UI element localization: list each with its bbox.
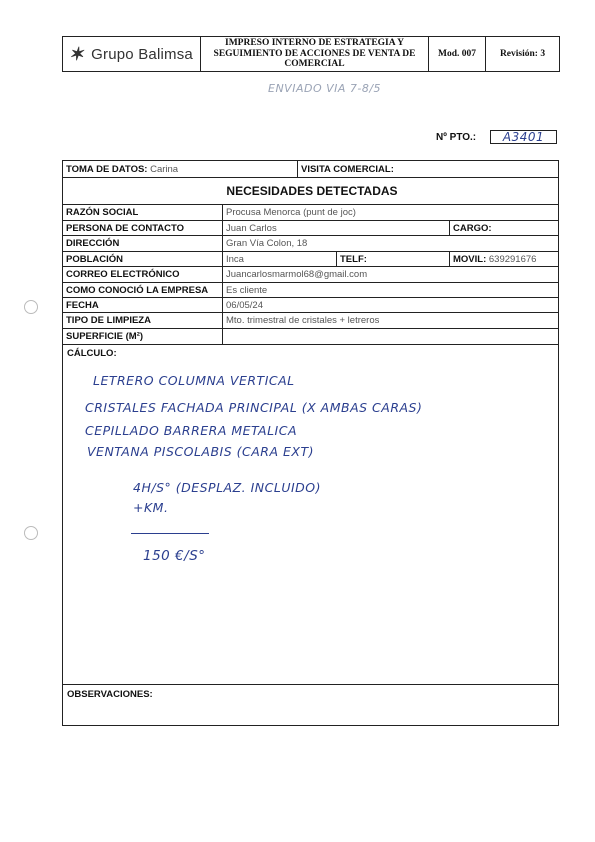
direccion-value: Gran Vía Colon, 18	[222, 236, 558, 251]
form-row-razon	[63, 205, 558, 221]
form-row-direccion	[63, 236, 558, 252]
form-row-calculo	[63, 345, 558, 685]
form-row-contacto	[63, 221, 558, 236]
conocio-label: COMO CONOCIÓ LA EMPRESA	[66, 284, 209, 296]
form-row-correo	[63, 267, 558, 283]
revision-number: Revisión: 3	[499, 49, 546, 59]
limpieza-value: Mto. trimestral de cristales + letreros	[222, 313, 558, 328]
contacto-label: PERSONA DE CONTACTO	[66, 222, 185, 234]
toma-value: Carina	[150, 163, 179, 175]
movil-value: 639291676	[488, 253, 537, 265]
model-number: Mod. 007	[429, 37, 486, 71]
calc-line-cepillado: CEPILLADO BARRERA METALICA	[85, 423, 298, 438]
form-row-toma	[63, 161, 558, 178]
punch-hole	[24, 526, 38, 540]
form-row-poblacion	[63, 252, 558, 267]
visita-cell	[297, 161, 558, 177]
superficie-value	[222, 329, 558, 344]
needs-form	[62, 160, 559, 726]
calc-line-ventana: VENTANA PISCOLABIS (CARA EXT)	[87, 444, 314, 459]
calc-divider	[131, 533, 209, 534]
punch-hole	[24, 300, 38, 314]
superficie-label: SUPERFICIE (M²)	[66, 331, 144, 342]
toma-cell	[63, 161, 297, 177]
correo-value: Juancarlosmarmol68@gmail.com	[222, 267, 558, 282]
form-row-conocio	[63, 283, 558, 298]
calc-line-total: 150 €/S°	[143, 548, 206, 564]
calc-line-horas: 4H/S° (DESPLAZ. INCLUIDO)	[133, 480, 322, 495]
pto-value: A3401	[490, 130, 557, 144]
form-row-limpieza	[63, 313, 558, 329]
calc-line-cristales: CRISTALES FACHADA PRINCIPAL (X AMBAS CARAS)	[85, 400, 423, 415]
form-row-observaciones	[63, 685, 558, 725]
razon-label: RAZÓN SOCIAL	[66, 207, 139, 218]
document-header	[62, 36, 560, 72]
contacto-value: Juan Carlos	[222, 221, 449, 235]
correo-label: CORREO ELECTRÓNICO	[66, 269, 180, 280]
section-title: NECESIDADES DETECTADAS	[226, 184, 398, 198]
poblacion-label: POBLACIÓN	[66, 253, 123, 265]
telf-label: TELF:	[336, 252, 449, 266]
logo-text: Grupo Balimsa	[91, 45, 193, 63]
calc-line-letrero: LETRERO COLUMNA VERTICAL	[93, 373, 295, 388]
poblacion-value: Inca	[222, 252, 336, 266]
limpieza-label: TIPO DE LIMPIEZA	[66, 315, 151, 326]
direccion-label: DIRECCIÓN	[66, 238, 120, 249]
logo-mark-icon: ✶	[68, 43, 87, 65]
movil-label: MOVIL:	[453, 253, 487, 265]
form-row-section-title	[63, 178, 558, 205]
visita-label: VISITA COMERCIAL:	[301, 163, 394, 175]
form-row-fecha	[63, 298, 558, 313]
calculo-label: CÁLCULO:	[67, 348, 117, 359]
movil-cell	[449, 252, 558, 266]
document-title: IMPRESO INTERNO DE ESTRATEGIA Y SEGUIMIENTO DE ACCIONES DE VENTA DE COMERCIAL	[201, 37, 429, 71]
form-row-superficie	[63, 329, 558, 345]
fecha-label: FECHA	[66, 299, 99, 311]
conocio-value: Es cliente	[222, 283, 558, 297]
pto-label: Nº PTO.:	[436, 132, 477, 143]
company-logo	[63, 37, 201, 71]
observaciones-label: OBSERVACIONES:	[67, 689, 153, 700]
cargo-label: CARGO:	[449, 221, 558, 235]
section-title-cell	[63, 178, 558, 204]
razon-value: Procusa Menorca (punt de joc)	[222, 205, 558, 220]
fecha-value: 06/05/24	[222, 298, 558, 312]
handwritten-sent-note: ENVIADO VIA 7-8/5	[268, 82, 382, 95]
toma-label: TOMA DE DATOS:	[66, 163, 148, 175]
calc-line-km: +KM.	[133, 500, 169, 515]
